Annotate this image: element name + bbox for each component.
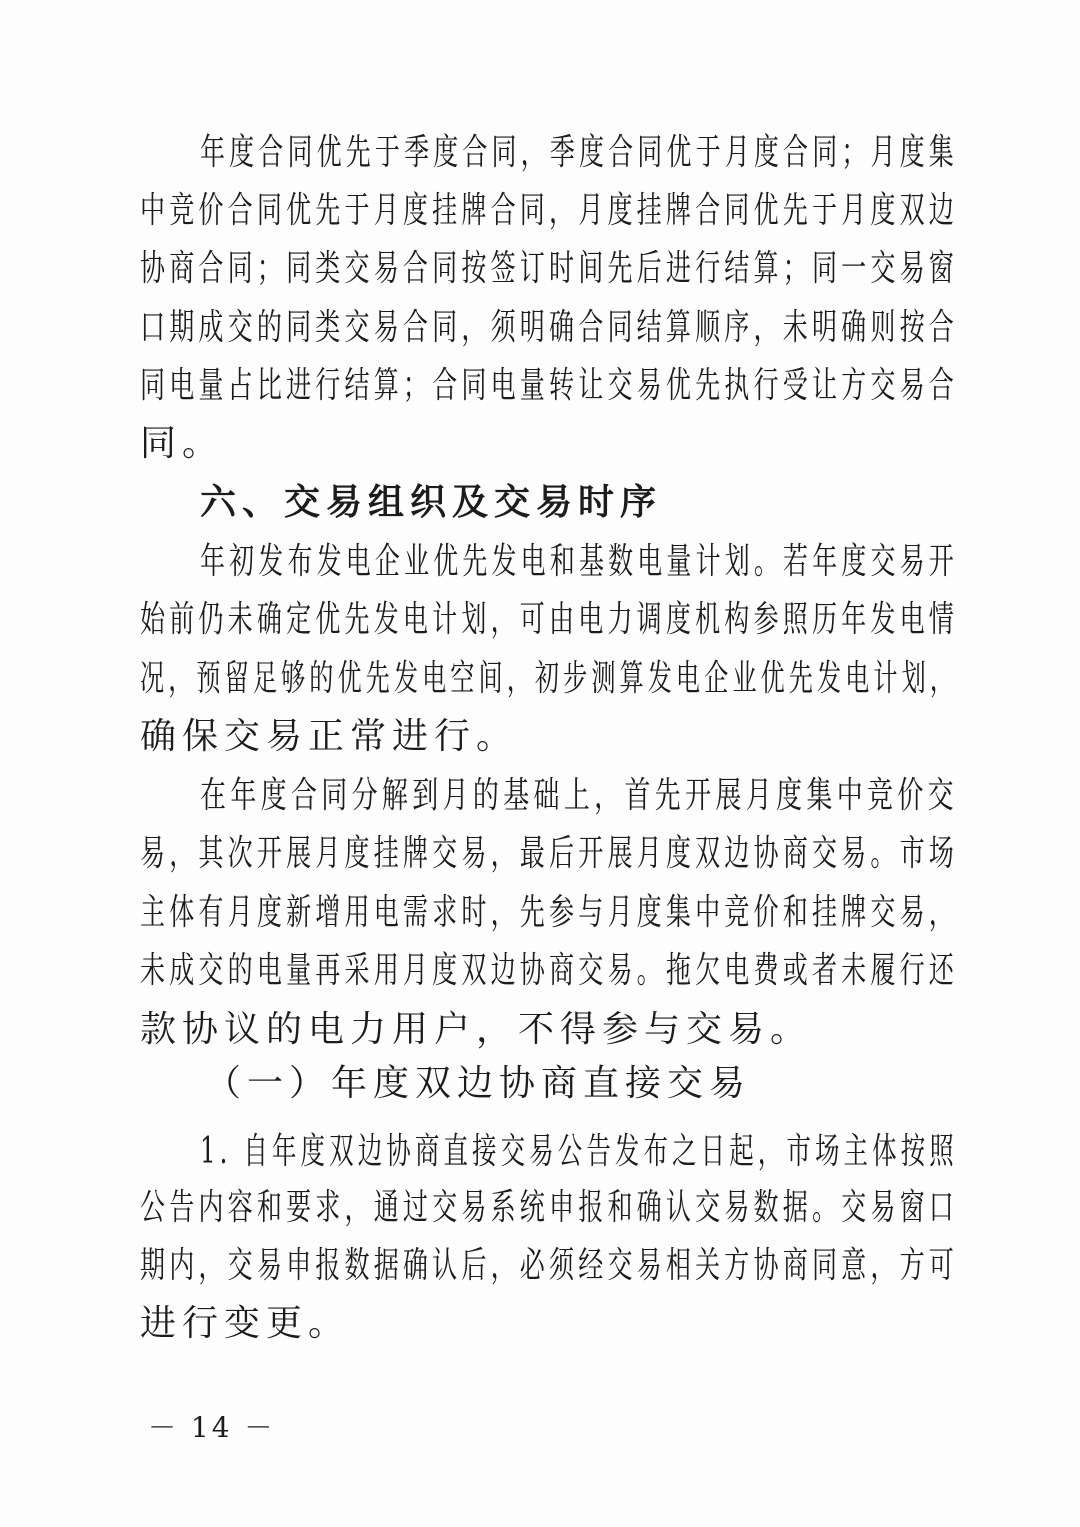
text-line-18: 1. 自年度双边协商直接交易公告发布之日起，市场主体按照: [200, 1131, 958, 1172]
text-line-9: 始前仍未确定优先发电计划，可由电力调度机构参照历年发电情: [140, 599, 959, 640]
text-line-8: 年初发布发电企业优先发电和基数电量计划。若年度交易开: [200, 541, 958, 582]
text-line-6: 同。: [140, 423, 225, 464]
text-line-15: 未成交的电量再采用月度双边协商交易。拖欠电费或者未履行还: [140, 950, 959, 991]
text-line-3: 协商合同；同类交易合同按签订时间先后进行结算；同一交易窗: [140, 248, 959, 289]
text-line-10: 况，预留足够的优先发电空间，初步测算发电企业优先发电计划，: [140, 658, 959, 699]
text-line-11: 确保交易正常进行。: [140, 716, 519, 757]
text-line-13: 易，其次开展月度挂牌交易，最后开展月度双边协商交易。市场: [140, 833, 959, 874]
text-line-21: 进行变更。: [140, 1303, 351, 1344]
subsection-heading-1: （一）年度双边协商直接交易: [205, 1063, 752, 1104]
text-line-16: 款协议的电力用户，不得参与交易。: [140, 1009, 813, 1050]
text-line-2: 中竞价合同优先于月度挂牌合同，月度挂牌合同优先于月度双边: [140, 190, 959, 231]
text-line-5: 同电量占比进行结算；合同电量转让交易优先执行受让方交易合: [140, 365, 959, 406]
text-line-20: 期内，交易申报数据确认后，必须经交易相关方协商同意，方可: [140, 1245, 959, 1286]
text-line-1: 年度合同优先于季度合同，季度合同优于月度合同；月度集: [200, 132, 958, 173]
section-heading-6: 六、交易组织及交易时序: [200, 482, 663, 523]
text-line-12: 在年度合同分解到月的基础上，首先开展月度集中竞价交: [200, 775, 959, 816]
text-line-4: 口期成交的同类交易合同，须明确合同结算顺序，未明确则按合: [140, 307, 959, 348]
page-number: － 14 －: [148, 1411, 276, 1444]
text-line-14: 主体有月度新增用电需求时，先参与月度集中竞价和挂牌交易，: [140, 892, 959, 933]
text-line-19: 公告内容和要求，通过交易系统申报和确认交易数据。交易窗口: [140, 1187, 959, 1228]
